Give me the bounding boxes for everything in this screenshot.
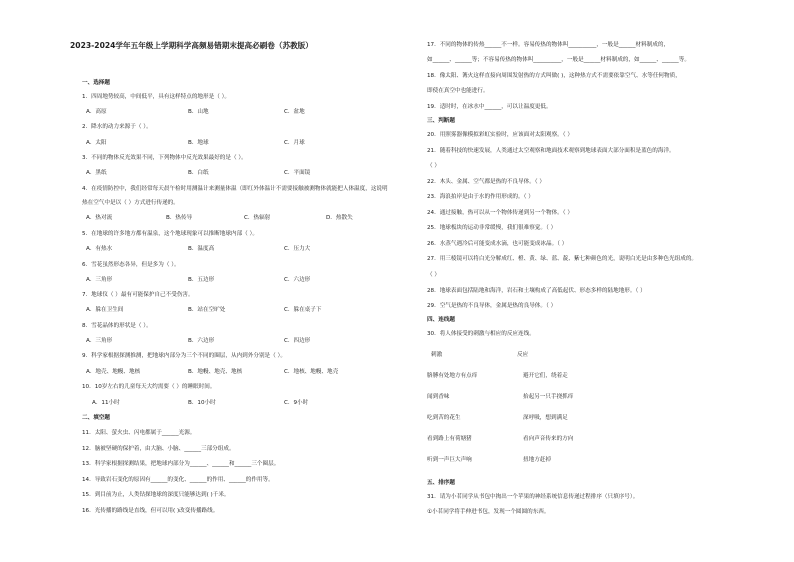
question-18-line2: 即使在真空中也能进行。 bbox=[427, 88, 489, 94]
q1-option-a: A．高原 bbox=[86, 109, 107, 115]
q5-option-a: A．有热水 bbox=[86, 246, 113, 252]
q5-option-c: C．压力大 bbox=[284, 246, 311, 252]
q4-option-b: B．热传导 bbox=[166, 215, 193, 221]
section-fill: 二、填空题 bbox=[82, 415, 110, 421]
section-judge: 三、判断题 bbox=[427, 118, 455, 124]
match-response-item: 避开它们，绕着走 bbox=[523, 373, 568, 379]
question-20: 20．用照雾器像模拟彩虹实验时，应该面对太阳观察。（ ） bbox=[427, 132, 573, 138]
q3-option-a: A．黑纸 bbox=[86, 170, 107, 176]
q10-option-a: A．11小时 bbox=[92, 400, 120, 406]
question-4-line1: 4．在疫情防控中，我们经常每天晨午检时用测温计来测量体温（即红外体温计不需要接触被测物体就能把人体温度，这说明 bbox=[82, 186, 388, 192]
q7-option-b: B．站在空旷处 bbox=[188, 307, 226, 313]
q6-option-a: A．三角形 bbox=[86, 277, 113, 283]
question-9: 9．科学家根据探测推测，把地球内部分为三个不同的圈层，从内到外分别是（ ）。 bbox=[82, 353, 286, 359]
question-2: 2．降水的动力来源于（ ）。 bbox=[82, 124, 152, 130]
match-header-response: 反应 bbox=[517, 352, 529, 358]
question-17-line2: 如______、______等；不容易传热的物体叫__________，一般是______材料制成的，如______、______等。 bbox=[427, 57, 690, 63]
question-21-line1: 21．随着科技的快速发展，人类通过太空观察和地面技术观察到地球表面大部分面积是蓝色的海洋。 bbox=[427, 148, 675, 154]
question-17-line1: 17．不同的物体的传热______不一样。容易传热的物体叫__________，一般是______材料制成的， bbox=[427, 42, 670, 48]
match-response-item: 深呼吸，想到满足 bbox=[523, 415, 568, 421]
q1-option-b: B．山地 bbox=[188, 109, 209, 115]
question-15: 15．到目前为止，人类钻探地球的深度只能够达到( )千米。 bbox=[82, 492, 230, 498]
q3-option-c: C．平面镜 bbox=[284, 170, 311, 176]
q10-option-b: B．10小时 bbox=[188, 400, 216, 406]
question-30: 30．将人体接受的刺激与相应的反应连线。 bbox=[427, 331, 535, 337]
question-16: 16．光传播的路线是直线，但可以用( )改变传播路线。 bbox=[82, 508, 219, 514]
match-stimulus-item: 看到路上有荷塘猪 bbox=[427, 436, 472, 442]
q2-option-b: B．地球 bbox=[188, 140, 209, 146]
q6-option-b: B．五边形 bbox=[188, 277, 215, 283]
match-stimulus-item: 吃到苦的花生 bbox=[427, 415, 461, 421]
page-title: 2023-2024学年五年级上学期科学高频易错期末提高必刷卷（苏教版） bbox=[70, 41, 313, 50]
question-29: 29．空气是热的不良导体，金属是热的良导体。（ ） bbox=[427, 303, 557, 309]
q2-option-a: A．太阳 bbox=[86, 140, 107, 146]
question-5: 5．在地球的许多地方都有温泉，这个地球现象可以推断地球内部（ ）。 bbox=[82, 231, 258, 237]
match-response-item: 看向声音传来的方向 bbox=[523, 436, 574, 442]
q8-option-c: C．四边形 bbox=[284, 338, 311, 344]
question-22: 22．木头、金属、空气都是热的不良导体。（ ） bbox=[427, 179, 545, 185]
question-26: 26．水蒸气遇冷后可能变成水滴，也可能变成冰晶。（ ） bbox=[427, 241, 568, 247]
question-24: 24．通过接触，热可以从一个物体传递到另一个物体。（ ） bbox=[427, 210, 573, 216]
match-stimulus-item: 胳膊有处地方有点痒 bbox=[427, 373, 478, 379]
q4-option-d: D．热散失 bbox=[326, 215, 353, 221]
section-sort: 五、排序题 bbox=[427, 480, 455, 486]
match-response-item: 抬起另一只手挠抓痒 bbox=[523, 394, 574, 400]
q4-option-c: C．热辐射 bbox=[244, 215, 271, 221]
match-stimulus-item: 听到一声巨大声响 bbox=[427, 457, 472, 463]
match-header-stimulus: 刺激 bbox=[431, 352, 443, 358]
question-23: 23．海浪拍岸是由于水的作用形成的。（ ） bbox=[427, 194, 534, 200]
q8-option-b: B．六边形 bbox=[188, 338, 215, 344]
question-4-line2: 热在空气中是以（ ）方式进行传递的。 bbox=[82, 200, 179, 206]
q7-option-a: A．躲在卫生间 bbox=[86, 307, 124, 313]
q6-option-c: C．六边形 bbox=[284, 277, 311, 283]
question-7: 7．地球仪（ ）最有可能保护自己不受伤害。 bbox=[82, 292, 194, 298]
match-response-item: 扭地方赶掉 bbox=[523, 457, 551, 463]
q5-option-b: B．温度高 bbox=[188, 246, 215, 252]
question-27-line1: 27．用三棱镜可以将白光分解成红、橙、黄、绿、蓝、靛、紫七种颜色的光，说明白光是由多种色光组成的。 bbox=[427, 256, 698, 262]
question-21-line2: （ ） bbox=[427, 163, 440, 169]
section-match: 四、连线题 bbox=[427, 317, 455, 323]
q1-option-c: C．盆地 bbox=[284, 109, 305, 115]
q2-option-c: C．月球 bbox=[284, 140, 305, 146]
question-14: 14．导致岩石变化的原因有______的变化、______的作用、______的作用等。 bbox=[82, 477, 274, 483]
question-18-line1: 18．像太阳、篝火这样直接向周围发射热的方式叫做( )，这种热方式不需要依靠空气、水等任何物质， bbox=[427, 73, 681, 79]
question-27-line2: （ ） bbox=[427, 272, 440, 278]
question-6: 6．雪花虽然形态各异，但是多为（ ）。 bbox=[82, 262, 180, 268]
q10-option-c: C．9小时 bbox=[284, 400, 309, 406]
match-stimulus-item: 闻到香味 bbox=[427, 394, 450, 400]
question-28: 28．地球表面包括陆地和海洋，岩石和土壤构成了高低起伏、形态多样的陆地地形。（ ） bbox=[427, 288, 646, 294]
question-25: 25．地球板块的运动非常缓慢，我们很难察觉。（ ） bbox=[427, 225, 557, 231]
question-3: 3．不同的物体反光效果不同，下列物体中反光效果最好的是（ ）。 bbox=[82, 155, 247, 161]
question-31: 31．请为小茗同学从书包中掏出一个苹果的神经系统信息传递过程排序（只填序号）。 bbox=[427, 494, 639, 500]
q3-option-b: B．白纸 bbox=[188, 170, 209, 176]
section-choice: 一、选择题 bbox=[82, 80, 110, 86]
q4-option-a: A．热对流 bbox=[86, 215, 113, 221]
q9-option-b: B．地幔、地壳、地核 bbox=[188, 369, 243, 375]
question-13: 13．科学家根据探测结果，把地球内部分为______、______和______三个圈层。 bbox=[82, 461, 280, 467]
question-19: 19．适时时，在冰水中______，可以让温度更低。 bbox=[427, 104, 552, 110]
q7-option-c: C．躲在桌子下 bbox=[284, 307, 322, 313]
q8-option-a: A．三角形 bbox=[86, 338, 113, 344]
q9-option-c: C．地核、地幔、地壳 bbox=[284, 369, 339, 375]
question-12: 12．脑被坚硬的保护着，由大脑、小脑、______三部分组成。 bbox=[82, 446, 235, 452]
question-11: 11．太阳、萤火虫、闪电都属于______光源。 bbox=[82, 430, 196, 436]
question-31-step1: ①小茗同学将手伸进书包，发现一个圆圆的东西。 bbox=[427, 509, 550, 515]
question-1: 1．四周地势较高，中间低平，具有这样特点的地形是（ ）。 bbox=[82, 94, 230, 100]
question-8: 8．雪花晶体的形状是（ ）。 bbox=[82, 323, 152, 329]
q9-option-a: A．地壳、地幔、地核 bbox=[86, 369, 141, 375]
question-10: 10．10岁左右的儿童每天大约需要（ ）的睡眠时间。 bbox=[82, 384, 216, 390]
